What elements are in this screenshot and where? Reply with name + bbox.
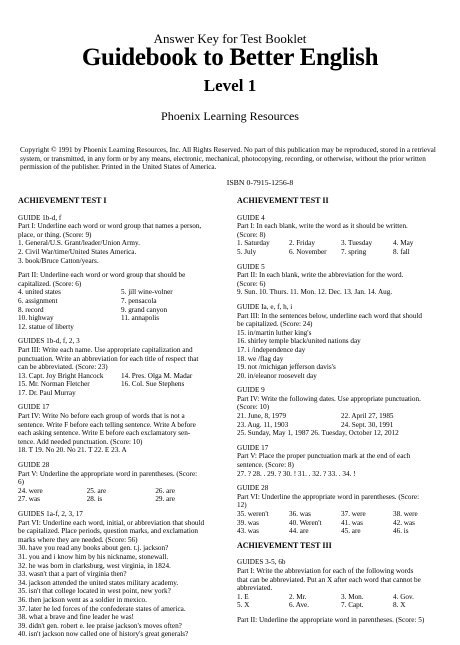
answer-item: 1. E xyxy=(237,592,249,601)
answer-line: 17. i /independence day xyxy=(237,345,306,354)
instruction-text: abbreviated. xyxy=(237,584,273,593)
answer-item: 21. June, 8, 1979 xyxy=(237,412,287,421)
answer-line: 37. later he led forces of the confederate states of america. xyxy=(18,604,186,613)
answer-line: 30. have you read any books about gen. t.j. jackson? xyxy=(18,544,169,553)
answer-line: 33. wasn't that a part of virginia then? xyxy=(18,570,127,579)
answer-item: 8. X xyxy=(393,601,406,610)
answer-item: 6. Ave. xyxy=(289,601,310,610)
guide-label: GUIDES 3-5, 6b xyxy=(237,558,286,567)
instruction-text: be capitalized. Place periods, question marks, and exclamation xyxy=(18,527,199,536)
answer-item: 2. Mr. xyxy=(289,592,307,601)
answer-item: 5. X xyxy=(237,601,250,610)
section-heading: ACHIEVEMENT TEST I xyxy=(18,196,107,205)
answer-item: 25. are xyxy=(86,486,107,495)
instruction-text: Part I: Underline each word or word group that names a person, xyxy=(18,222,202,231)
answer-item: 5. July xyxy=(237,247,257,256)
answer-grid xyxy=(237,239,445,256)
answer-grid xyxy=(18,372,224,398)
instruction-text: can be abbreviated. (Score: 23) xyxy=(18,363,108,372)
question-block xyxy=(237,444,445,478)
guide-label: GUIDE 28 xyxy=(18,461,50,470)
answer-item: 41. was xyxy=(341,518,363,527)
instruction-text: Part II: Underline each word or word group that should be xyxy=(18,271,186,280)
instruction-text: 6) xyxy=(18,478,24,487)
answer-item: 8. fall xyxy=(393,247,410,256)
answer-item: 40. Weren't xyxy=(289,518,322,527)
guide-label: GUIDE 17 xyxy=(18,403,50,412)
answer-grid xyxy=(18,487,224,504)
guide-label: GUIDE Ia, e, f, h, i xyxy=(237,302,293,311)
guide-label: GUIDES 1a-f, 2, 3, 17 xyxy=(18,510,83,518)
answer-item: 46. is xyxy=(393,527,409,536)
question-block xyxy=(237,484,445,536)
instruction-text: 12) xyxy=(237,501,247,510)
answer-item: 6. assignment xyxy=(18,296,58,305)
answer-item: 38. were xyxy=(393,510,418,518)
question-block xyxy=(18,271,224,331)
answer-item: 5. jill wine-volner xyxy=(121,288,173,297)
instruction-text: be capitalized. (Score: 24) xyxy=(237,320,313,329)
guide-label: GUIDE 4 xyxy=(237,213,265,222)
guide-label: GUIDE 17 xyxy=(237,443,269,452)
answer-item: 6. November xyxy=(289,247,327,256)
answer-line: 1. General/U.S. Grant/leader/Union Army. xyxy=(18,239,140,248)
answer-item: 16. Col. Sue Stephens xyxy=(121,380,185,389)
answer-item: 9. grand canyon xyxy=(121,305,168,314)
guide-label: GUIDE 5 xyxy=(237,262,265,271)
answer-line: 20. in/eleanor roosevelt day xyxy=(237,371,317,380)
instruction-text: Part V: Underline the appropriate word in parentheses. (Score: xyxy=(18,469,198,478)
answer-line: 18. T 19. No 20. No 21. T 22. E 23. A xyxy=(18,446,127,455)
instruction-text: Part I: Write the abbreviation for each of the following words xyxy=(237,566,414,575)
booklet-subtitle: Answer Key for Test Booklet xyxy=(153,31,307,46)
answer-item: 26. are xyxy=(155,486,175,495)
answer-item: 7. pensacola xyxy=(121,296,157,305)
instruction-text: Part VI: Underline the appropriate word in parentheses. (Score: xyxy=(237,492,420,501)
level-heading: Level 1 xyxy=(203,76,257,95)
answer-item: 2. Friday xyxy=(289,239,315,248)
instruction-text: (Score: 10) xyxy=(237,403,270,412)
answer-item: 4. May xyxy=(393,239,414,248)
answer-line: 3. book/Bruce Catton/years. xyxy=(18,256,99,265)
answer-item: 7. spring xyxy=(341,247,367,256)
answer-line: 31. you and i know him by his nickname, stonewall. xyxy=(18,552,169,561)
answer-item: 29. are xyxy=(155,495,175,504)
answer-item: 45. are xyxy=(341,527,361,536)
answer-line: 16. shirley temple black/united nations day xyxy=(237,337,361,346)
right-column xyxy=(237,197,445,631)
instruction-text: capitalized. (Score: 6) xyxy=(18,279,82,288)
answer-grid xyxy=(237,412,445,429)
answer-item: 3. Tuesday xyxy=(341,239,373,248)
instruction-text: each asking sentence. Write E before each exclamatory sen- xyxy=(18,429,191,438)
section-heading: ACHIEVEMENT TEST II xyxy=(237,196,329,205)
question-block xyxy=(237,303,445,380)
answer-line: 32. he was born in clarksburg, west virginia, in 1824. xyxy=(18,561,171,570)
answer-item: 39. was xyxy=(237,518,259,527)
answer-item: 12. statue of liberty xyxy=(18,322,74,331)
question-block xyxy=(18,510,224,639)
question-block xyxy=(18,461,224,504)
instruction-text: Part II: In each blank, write the abbreviation for the word. xyxy=(237,271,404,280)
left-column xyxy=(18,197,224,645)
answer-line: 15. in/martin luther king's xyxy=(237,328,312,337)
answer-line: 39. didn't gen. robert e. lee praise jackson's moves often? xyxy=(18,621,182,630)
answer-item: 35. weren't xyxy=(237,510,269,518)
instruction-text: Part IV: Write the following dates. Use appropriate punctuation. xyxy=(237,394,421,403)
answer-line: 27. ? 28. . 29. ? 30. ! 31. . 32. ? 33. . 34. ! xyxy=(237,469,356,478)
question-block xyxy=(237,214,445,257)
instruction-text: Part VI: Underline each word, initial, or abbreviation that should xyxy=(18,518,205,527)
answer-item: 15. Mr. Norman Fletcher xyxy=(18,380,90,389)
guide-label: GUIDE 1b-d, f xyxy=(18,213,62,222)
isbn: ISBN 0-7915-1256-8 xyxy=(226,178,294,187)
instruction-text: Part IV: Write No before each group of words that is not a xyxy=(18,412,185,421)
answer-line: 38. what a brave and fine leader he was! xyxy=(18,613,134,622)
answer-line: 36. then jackson went as a soldier in mexico. xyxy=(18,595,147,604)
publisher-name: Phoenix Learning Resources xyxy=(161,109,299,123)
answer-item: 3. Mon. xyxy=(341,592,364,601)
instruction-text: tence. Add needed punctuation. (Score: 10) xyxy=(18,437,143,446)
instruction-text: sentence. (Score: 8) xyxy=(237,461,294,470)
answer-item: 23. Aug. 11, 1903 xyxy=(237,420,289,429)
book-title: Guidebook to Better English xyxy=(81,44,379,71)
instruction-text: Part III: Write each name. Use appropriate capitalization and xyxy=(18,345,193,354)
answer-item: 42. was xyxy=(393,518,415,527)
instruction-text: Part III: In the sentences below, underline each word that should xyxy=(237,311,422,320)
question-block xyxy=(237,386,445,438)
answer-item: 13. Capt. Joy Bright Hancock xyxy=(18,371,104,380)
answer-grid xyxy=(18,288,224,331)
answer-line: 25. Sunday, May 1, 1987 26. Tuesday, October 12, 2012 xyxy=(237,429,399,438)
instruction-text: (Score: 6) xyxy=(237,279,266,288)
answer-item: 14. Pres. Olga M. Madar xyxy=(121,371,193,380)
instruction-text: place, or thing. (Score: 9) xyxy=(18,230,92,239)
instruction-text: that can be abbreviated. Put an X after each word that cannot be xyxy=(237,575,421,584)
answer-grid xyxy=(237,593,445,610)
answer-line: 19. not /michigan jefferson davis's xyxy=(237,363,336,372)
instruction-text: Part II: Underline the appropriate word in parentheses. (Score: 5) xyxy=(237,615,425,624)
answer-item: 4. Gov. xyxy=(393,592,414,601)
answer-item: 24. were xyxy=(18,486,43,495)
guide-label: GUIDES 1b-d, f, 2, 3 xyxy=(18,337,80,346)
guide-label: GUIDE 9 xyxy=(237,386,265,395)
instruction-text: punctuation. Write an abbreviation for each title of respect that xyxy=(18,354,199,363)
question-block xyxy=(237,263,445,297)
guide-label: GUIDE 28 xyxy=(237,484,269,493)
answer-item: 7. Capt. xyxy=(341,601,364,610)
instruction-text: sentence. Write F before each telling sentence. Write A before xyxy=(18,420,196,429)
answer-item: 28. is xyxy=(86,495,103,504)
instruction-text: Part I: In each blank, write the word as it should be written. xyxy=(237,222,408,231)
question-block xyxy=(237,558,445,610)
answer-item: 24. Sept. 30, 1991 xyxy=(341,420,394,429)
answer-line: 9. Sun. 10. Thurs. 11. Mon. 12. Dec. 13. Jan. 14. Aug. xyxy=(237,288,393,297)
question-block xyxy=(18,214,224,266)
answer-grid xyxy=(237,510,445,536)
answer-item: 43. was xyxy=(237,527,259,536)
answer-line: 34. jackson attended the united states military academy. xyxy=(18,578,179,587)
instruction-text: marks where they are needed. (Score: 56) xyxy=(18,535,138,544)
question-block xyxy=(18,337,224,397)
answer-line: 2. Civil War/time/United States America. xyxy=(18,247,137,256)
answer-item: 27. was xyxy=(18,495,40,504)
answer-item: 4. united states xyxy=(18,288,61,297)
copyright-notice: Copyright © 1991 by Phoenix Learning Resources, Inc. All Rights Reserved. No part of this publication may be reproduced, stored in a retrieval system, or transmitted, in any form or by any means, electronic, mechanical, photocopying, recording, or otherwise, without the prior written permission of the publisher. Printed in the United States of America. xyxy=(20,146,436,172)
answer-item: 8. record xyxy=(18,305,44,314)
answer-item: 17. Dr. Paul Murray xyxy=(18,388,76,397)
answer-line: 35. isn't that college located in west point, new york? xyxy=(18,587,171,596)
instruction-text: (Score: 8) xyxy=(237,230,266,239)
answer-item: 36. was xyxy=(289,510,311,518)
answer-line: 18. we /flag day xyxy=(237,354,284,363)
answer-item: 1. Saturday xyxy=(237,239,270,248)
instruction-text: Part V: Place the proper punctuation mark at the end of each xyxy=(237,452,411,461)
answer-item: 11. annapolis xyxy=(121,314,160,323)
section-heading: ACHIEVEMENT TEST III xyxy=(237,540,332,550)
answer-line: 40. isn't jackson now called one of history's great generals? xyxy=(18,630,189,639)
answer-item: 37. were xyxy=(341,510,366,518)
question-block xyxy=(237,616,445,625)
question-block xyxy=(18,403,224,455)
answer-item: 10. highway xyxy=(18,314,54,323)
answer-item: 44. are xyxy=(289,527,309,536)
answer-item: 22. April 27, 1985 xyxy=(341,412,394,421)
